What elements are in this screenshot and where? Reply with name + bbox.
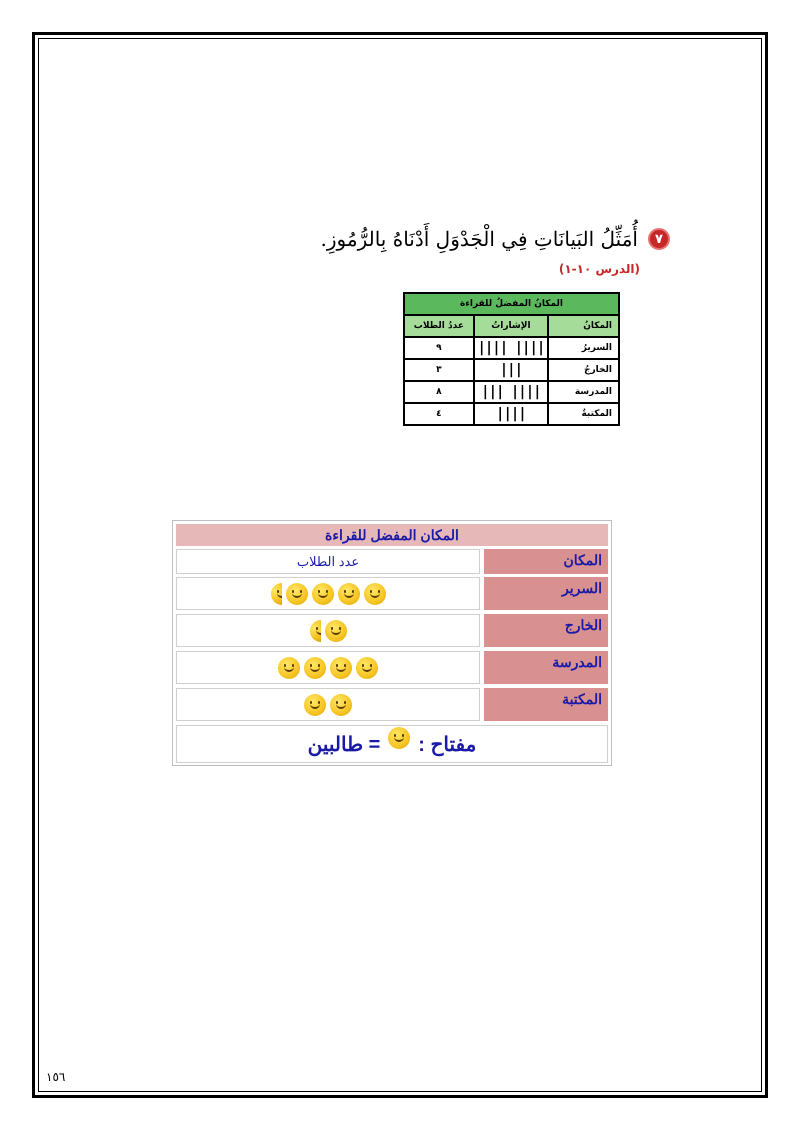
tally-count: ٣ [404,359,474,381]
smiley-face-icon [286,583,308,605]
smiley-face-icon [304,694,326,716]
tally-place: الخارجُ [548,359,619,381]
smiley-face-half-icon [271,583,282,605]
pictograph-place: الخارج [484,614,608,647]
pictograph-key [176,725,608,763]
tally-marks: |||| [496,406,526,422]
tally-table-title: المكانُ المفضلُ للقراءة [404,293,619,315]
tally-marks: ||| [499,362,523,378]
tally-place: المكتبةُ [548,403,619,425]
tally-table [403,292,620,426]
table-row [404,381,619,403]
question-line [320,222,670,256]
tally-header-count: عددُ الطلاب [404,315,474,337]
tally-header-marks: الإشاراتُ [474,315,548,337]
tally-count: ٤ [404,403,474,425]
smiley-face-icon [330,657,352,679]
tally-header-place: المكانُ [548,315,619,337]
table-row [176,577,608,610]
question-text: أُمَثِّلُ البَيانَاتِ فِي الْجَدْوَلِ أَدْنَاهُ بِالرُّمُوزِ. [320,227,638,251]
key-label: مفتاح : [418,733,477,756]
pictograph-header-place: المكان [484,549,608,574]
pictograph-header-count: عدد الطلاب [296,553,360,569]
lesson-reference: (الدرس ١٠-١) [558,262,640,276]
smiley-face-icon [364,583,386,605]
table-row [176,688,608,721]
table-row [404,403,619,425]
table-row [176,651,608,684]
pictograph-symbols [176,688,480,721]
tally-count: ٨ [404,381,474,403]
pictograph-symbols [176,577,480,610]
tally-place: السريرُ [548,337,619,359]
smiley-face-icon [278,657,300,679]
question-number-badge: ٧ [648,228,670,250]
page-number: ١٥٦ [46,1070,66,1084]
smiley-face-icon [330,694,352,716]
smiley-face-half-icon [310,620,321,642]
smiley-face-icon [304,657,326,679]
smiley-face-icon [338,583,360,605]
table-row [176,614,608,647]
pictograph-title: المكان المفضل للقراءة [176,524,608,546]
tally-count: ٩ [404,337,474,359]
pictograph-place: السرير [484,577,608,610]
table-row [404,337,619,359]
tally-place: المدرسة [548,381,619,403]
smiley-face-icon [312,583,334,605]
pictograph-place: المدرسة [484,651,608,684]
pictograph-symbols [176,651,480,684]
tally-marks: ||| |||| [481,384,541,400]
smiley-face-icon [388,727,410,749]
key-value: = طالبين [307,733,381,756]
pictograph-header-row [176,549,608,574]
table-row [404,359,619,381]
pictograph-symbols [176,614,480,647]
pictograph-table [172,520,612,766]
smiley-face-icon [356,657,378,679]
smiley-face-icon [325,620,347,642]
pictograph-place: المكتبة [484,688,608,721]
tally-marks: |||| |||| [477,340,545,356]
